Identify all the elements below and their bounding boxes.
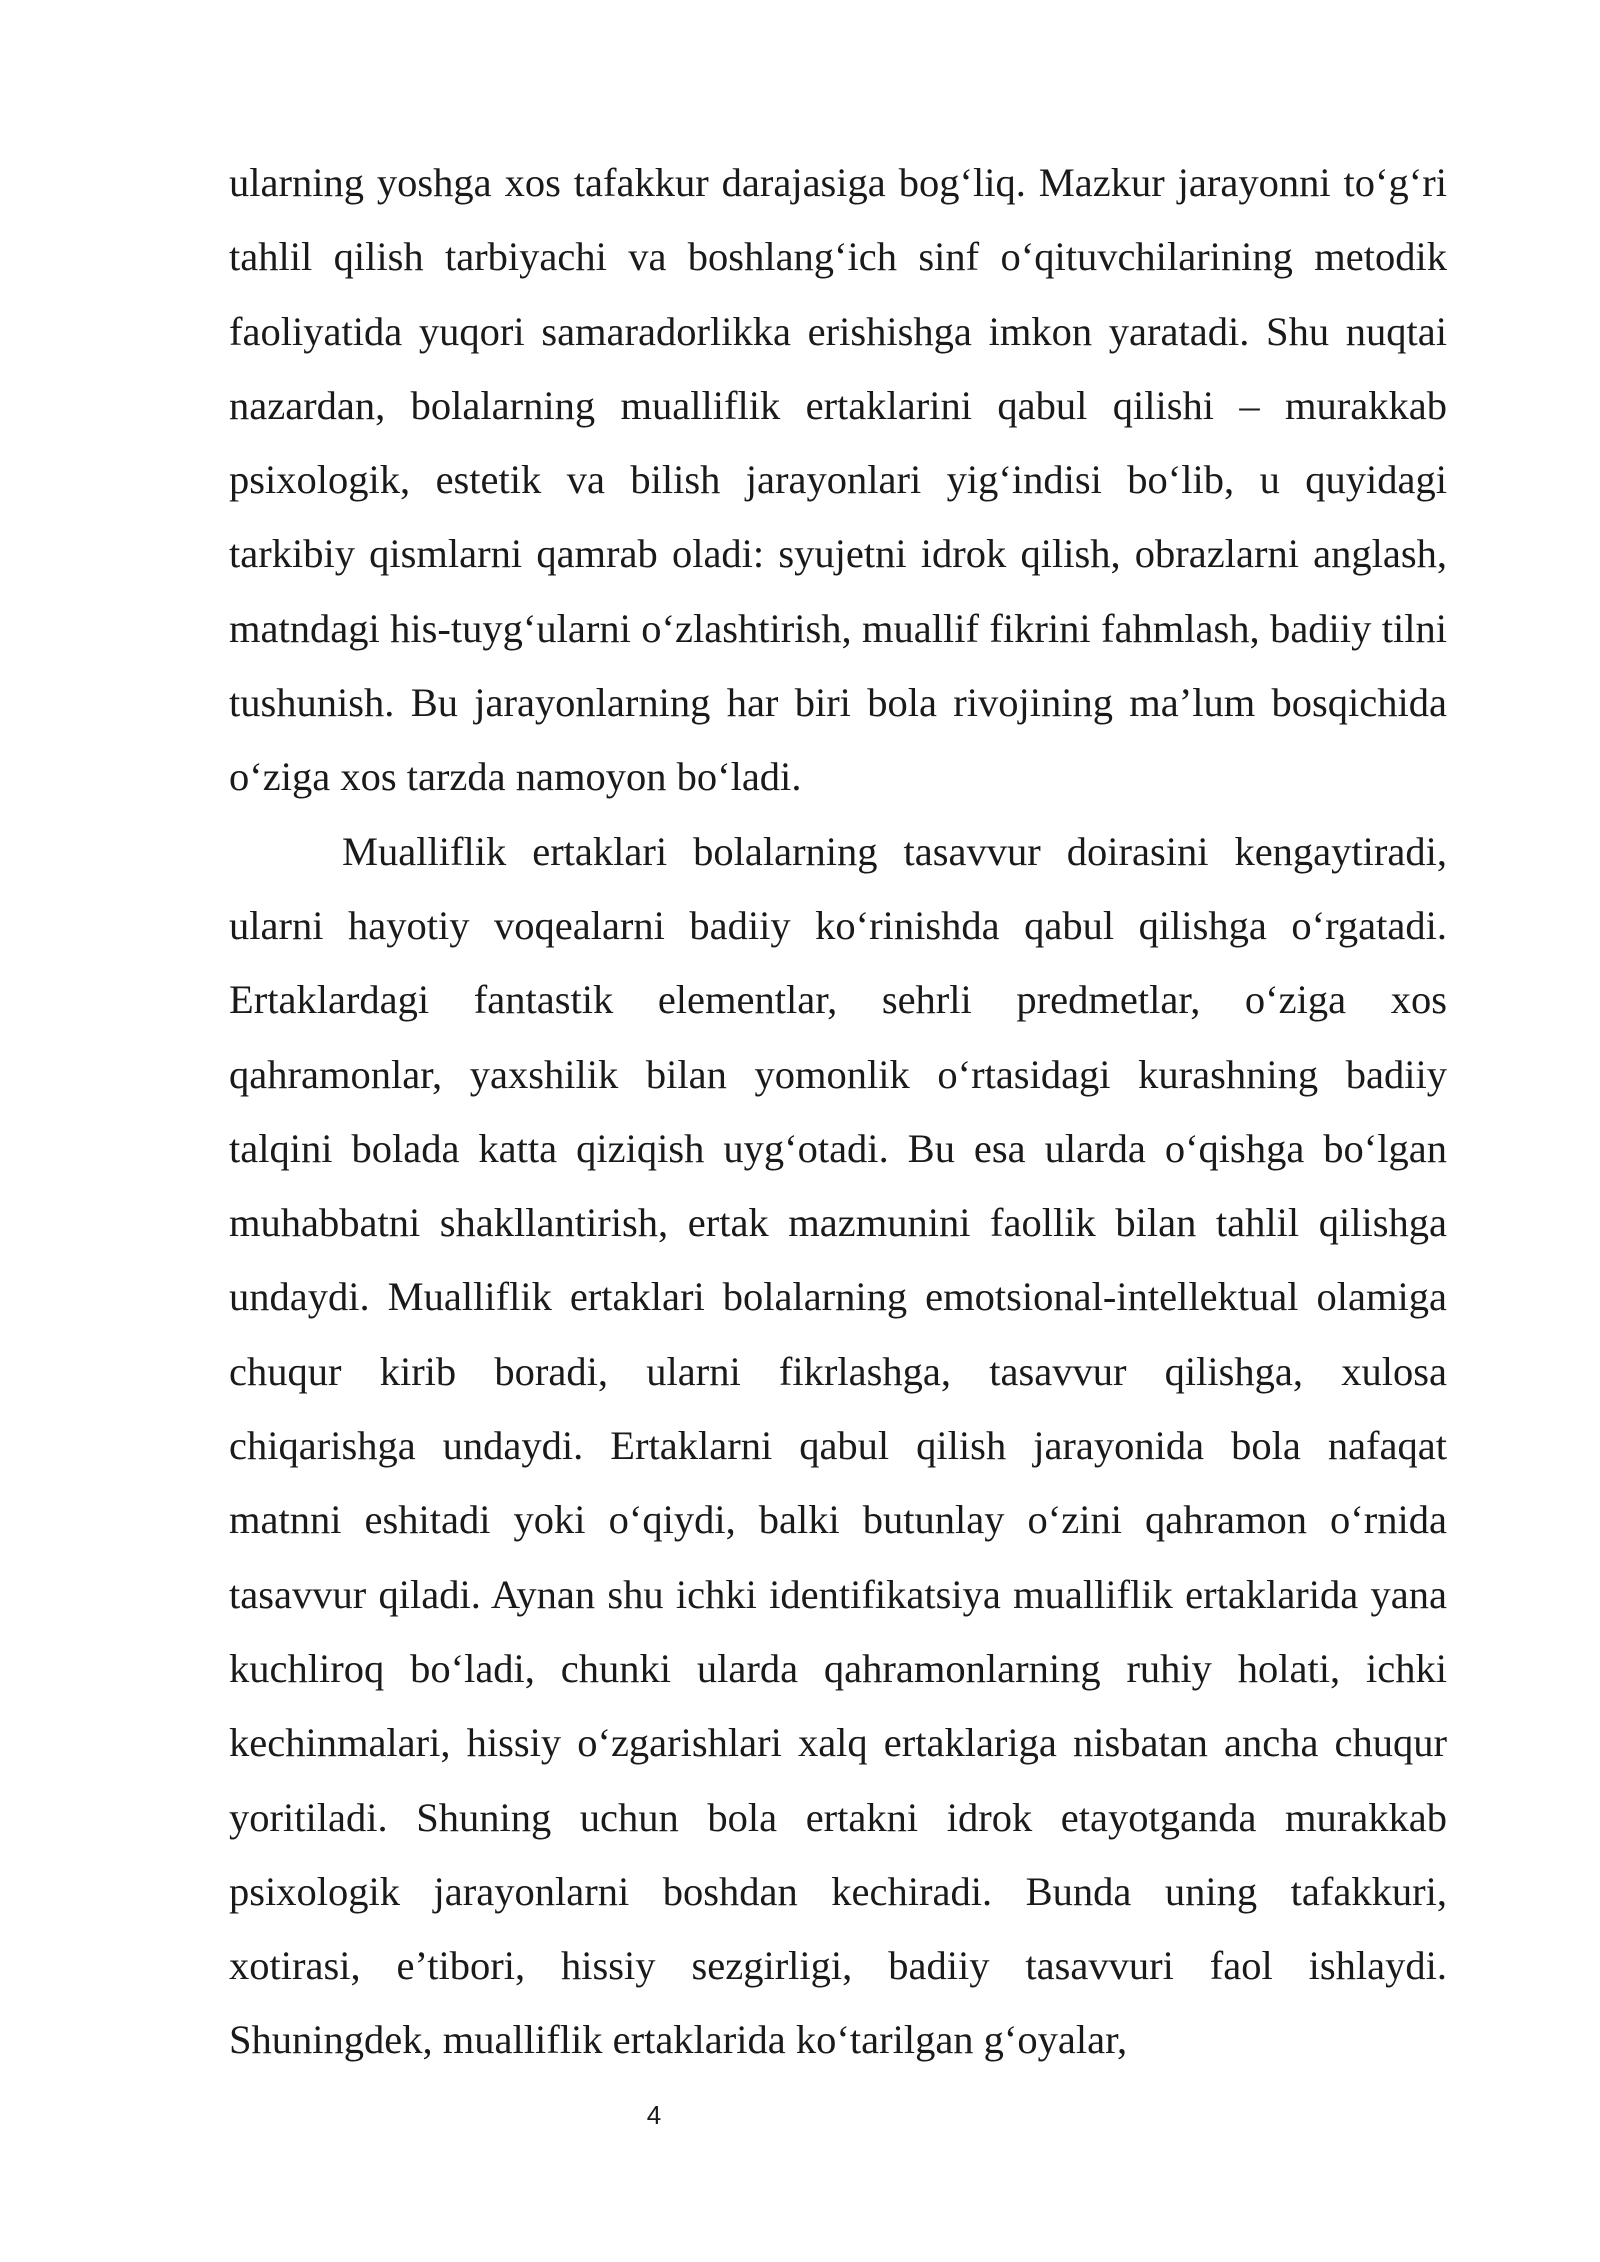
paragraph-continuation: ularning yoshga xos tafakkur darajasiga bog‘liq. Mazkur jarayonni to‘g‘ri tahlil qilish tarbiyachi va boshlang‘ich sinf o‘qituvchilarining metodik faoliyatida yuqori samaradorlikka erishishga imkon yaratadi. Shu nuqtai nazardan, bolalarning mualliflik ertaklarini qabul qilishi – murakkab psixologik, estetik va bilish jarayonlari yig‘indisi bo‘lib, u quyidagi tarkibiy qismlarni qamrab oladi: syujetni idrok qilish, obrazlarni anglash, matndagi his-tuyg‘ularni o‘zlashtirish, muallif fikrini fahmlash, badiiy tilni tushunish. Bu jarayonlarning har biri bola rivojining ma’lum bosqichida o‘ziga xos tarzda namoyon bo‘ladi. xyxy=(229,160,1447,800)
body-text xyxy=(229,146,1447,2078)
paragraph-mualliflik-ertaklari: Mualliflik ertaklari bolalarning tasavvur doirasini kengaytiradi, ularni hayotiy voqealarni badiiy ko‘rinishda qabul qilishga o‘rgatadi. Ertaklardagi fantastik elementlar, sehrli predmetlar, o‘ziga xos qahramonlar, yaxshilik bilan yomonlik o‘rtasidagi kurashning badiiy talqini bolada katta qiziqish uyg‘otadi. Bu esa ularda o‘qishga bo‘lgan muhabbatni shakllantirish, ertak mazmunini faollik bilan tahlil qilishga undaydi. Mualliflik ertaklari bolalarning emotsional-intellektual olamiga chuqur kirib boradi, ularni fikrlashga, tasavvur qilishga, xulosa chiqarishga undaydi. Ertaklarni qabul qilish jarayonida bola nafaqat matnni eshitadi yoki o‘qiydi, balki butunlay o‘zini qahramon o‘rnida tasavvur qiladi. Aynan shu ichki identifikatsiya mualliflik ertaklarida yana kuchliroq bo‘ladi, chunki ularda qahramonlarning ruhiy holati, ichki kechinmalari, hissiy o‘zgarishlari xalq ertaklariga nisbatan ancha chuqur yoritiladi. Shuning uchun bola ertakni idrok etayotganda murakkab psixologik jarayonlarni boshdan kechiradi. Bunda uning tafakkuri, xotirasi, e’tibori, hissiy sezgirligi, badiiy tasavvuri faol ishlaydi. Shuningdek, mualliflik ertaklarida ko‘tarilgan g‘oyalar, xyxy=(229,828,1447,2063)
page-number: 4 xyxy=(646,2100,662,2130)
